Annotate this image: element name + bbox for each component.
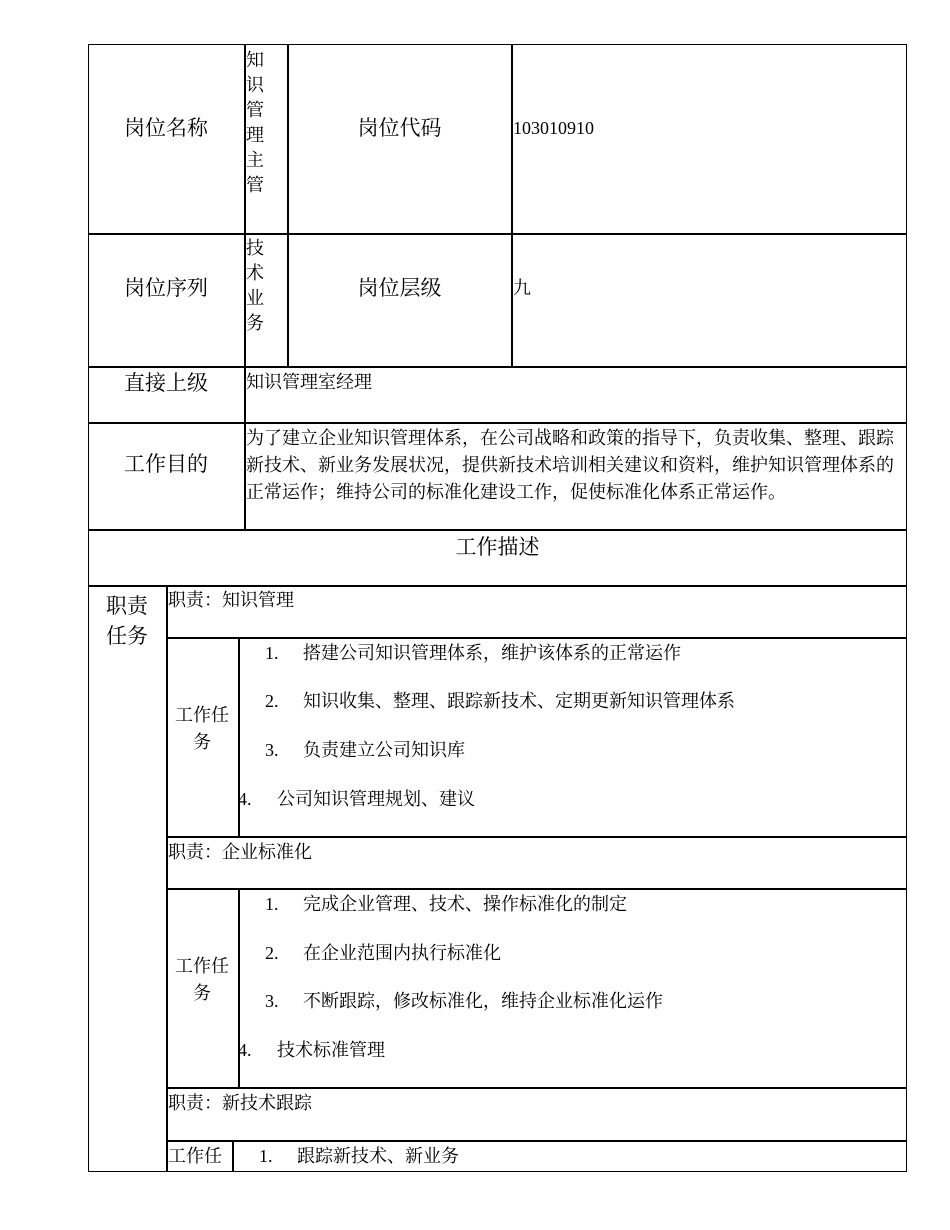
duties-label	[92, 591, 162, 651]
col-divider	[287, 44, 289, 367]
position-series-label: 岗位序列	[124, 276, 208, 300]
task-num: 1.	[259, 1146, 273, 1166]
row-divider	[88, 366, 907, 368]
task-num: 3.	[265, 740, 279, 760]
row-divider	[166, 1087, 907, 1089]
col-divider	[511, 44, 513, 367]
task-num: 4.	[238, 789, 252, 809]
task-text: 在企业范围内执行标准化	[303, 943, 501, 963]
task-num: 3.	[265, 991, 279, 1011]
position-code-value: 103010910	[513, 118, 594, 138]
row-divider	[166, 836, 907, 838]
col-divider	[166, 585, 168, 1172]
position-series-value: 技术业务	[246, 238, 264, 333]
position-level-label: 岗位层级	[357, 276, 442, 300]
row-divider	[88, 585, 907, 587]
task-text: 完成企业管理、技术、操作标准化的制定	[303, 894, 627, 914]
task-text: 搭建公司知识管理体系，维护该体系的正常运作	[303, 643, 681, 663]
task-label-text: 工作任务	[175, 705, 229, 752]
row-divider	[88, 422, 907, 424]
duty-title: 职责：新技术跟踪	[168, 1093, 312, 1113]
row-divider	[88, 233, 907, 235]
task-num: 2.	[265, 691, 279, 711]
position-level-value: 九	[513, 278, 531, 298]
task-text: 公司知识管理规划、建议	[277, 789, 475, 809]
task-num: 1.	[265, 894, 279, 914]
task-label-text: 工作任务	[175, 956, 229, 1003]
duties-label-text: 职责任务	[106, 594, 148, 648]
task-num: 1.	[265, 643, 279, 663]
position-name-label: 岗位名称	[124, 116, 208, 140]
row-divider	[166, 888, 907, 890]
position-name-value: 知识管理主管	[246, 50, 264, 195]
direct-superior-label: 直接上级	[124, 371, 208, 395]
row-divider	[88, 529, 907, 531]
task-label: 工作任	[168, 1146, 222, 1166]
task-text: 跟踪新技术、新业务	[297, 1146, 459, 1166]
task-text: 技术标准管理	[277, 1040, 385, 1060]
duty-title: 职责：企业标准化	[168, 842, 312, 862]
task-text: 知识收集、整理、跟踪新技术、定期更新知识管理体系	[303, 691, 735, 711]
work-description-header: 工作描述	[455, 535, 540, 559]
work-purpose-value: 为了建立企业知识管理体系，在公司战略和政策的指导下，负责收集、整理、跟踪新技术、新业务发展状况，提供新技术培训相关建议和资料，维护知识管理体系的正常运作；维持公司的标准化建设工作，促使标准化体系正常运作。	[246, 428, 894, 502]
task-label	[168, 953, 236, 1007]
duty-title: 职责：知识管理	[168, 590, 294, 610]
row-divider	[166, 1140, 907, 1142]
task-text: 不断跟踪，修改标准化，维持企业标准化运作	[303, 991, 663, 1011]
work-purpose-label: 工作目的	[124, 452, 208, 476]
col-divider	[232, 1140, 234, 1172]
row-divider	[166, 637, 907, 639]
position-code-label: 岗位代码	[357, 116, 442, 140]
task-label	[168, 702, 236, 756]
task-text: 负责建立公司知识库	[303, 740, 465, 760]
task-num: 2.	[265, 943, 279, 963]
direct-superior-value: 知识管理室经理	[246, 372, 372, 392]
task-num: 4.	[238, 1040, 252, 1060]
